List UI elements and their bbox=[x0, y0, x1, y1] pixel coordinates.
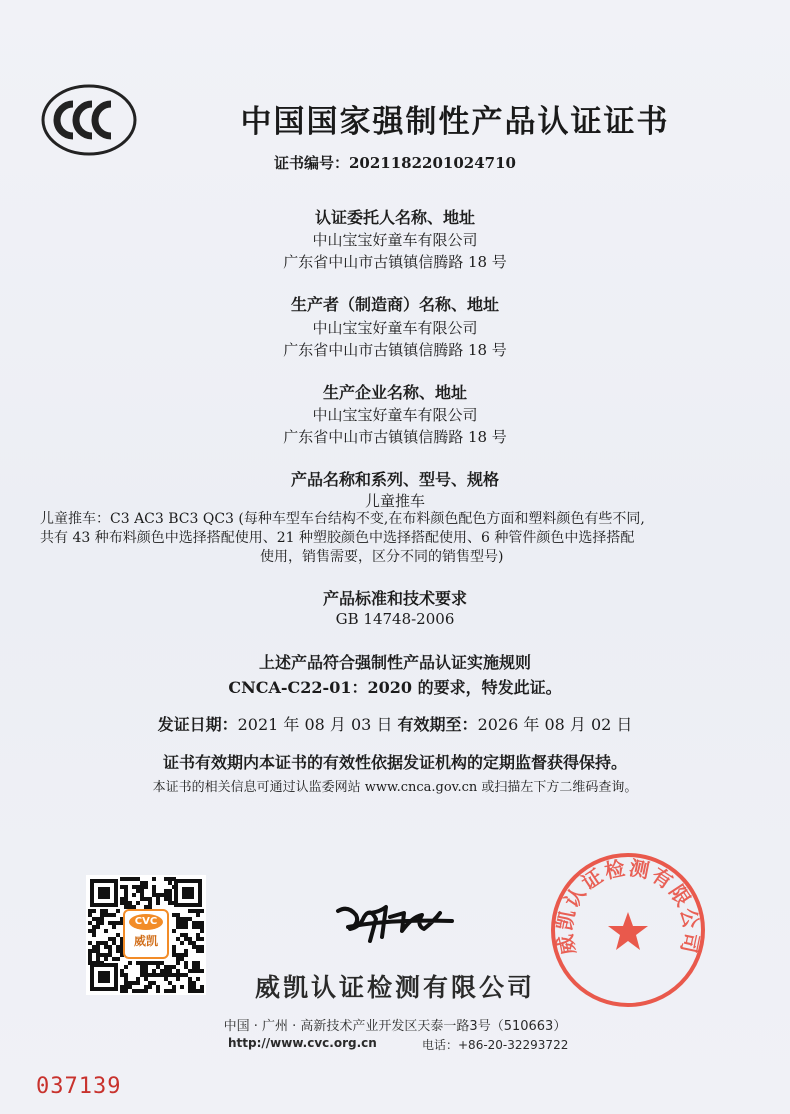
product-description-line: 使用，销售需要，区分不同的销售型号) bbox=[260, 549, 504, 565]
cvc-badge-name: 威凯 bbox=[133, 934, 158, 948]
svg-text:威凯认证检测有限公司: 威凯认证检测有限公司 bbox=[552, 855, 704, 958]
conformity-line-1: 上述产品符合强制性产品认证实施规则 bbox=[258, 653, 531, 672]
conformity-line-2: CNCA-C22-01：2020 的要求，特发此证。 bbox=[228, 678, 562, 697]
cvc-logo: CVC bbox=[129, 914, 163, 930]
certificate-number: 2021182201024710 bbox=[349, 154, 516, 172]
expiry-date-label: 有效期至： bbox=[397, 715, 478, 734]
expiry-date: 2026 年 08 月 02 日 bbox=[477, 715, 633, 734]
standard-heading: 产品标准和技术要求 bbox=[322, 589, 467, 608]
factory-name: 中山宝宝好童车有限公司 bbox=[312, 406, 478, 424]
cvc-badge bbox=[123, 909, 169, 959]
official-seal bbox=[548, 850, 708, 1010]
certificate-number-label: 证书编号： bbox=[273, 154, 349, 172]
product-description-line: 儿童推车：C3 AC3 BC3 QC3 (每种车型车台结构不变,在布料颜色配色方面和塑料颜色有些不同, bbox=[40, 511, 645, 527]
dates-line bbox=[0, 712, 790, 735]
manufacturer-heading: 生产者（制造商）名称、地址 bbox=[290, 295, 499, 314]
manufacturer-name: 中山宝宝好童车有限公司 bbox=[312, 319, 478, 337]
issue-date: 2021 年 08 月 03 日 bbox=[237, 715, 393, 734]
applicant-name: 中山宝宝好童车有限公司 bbox=[312, 231, 478, 249]
product-name: 儿童推车 bbox=[364, 492, 425, 510]
factory-heading: 生产企业名称、地址 bbox=[322, 383, 467, 402]
standard-value: GB 14748-2006 bbox=[335, 610, 455, 628]
issuer-website: http://www.cvc.org.cn bbox=[228, 1036, 377, 1050]
applicant-heading: 认证委托人名称、地址 bbox=[314, 208, 475, 227]
product-description bbox=[40, 510, 760, 567]
issuer-address: 中国 · 广州 · 高新技术产业开发区天泰一路3号（510663） bbox=[223, 1019, 567, 1034]
manufacturer-address: 广东省中山市古镇镇信腾路 18 号 bbox=[283, 341, 507, 359]
signature bbox=[318, 893, 468, 953]
applicant-address: 广东省中山市古镇镇信腾路 18 号 bbox=[283, 253, 507, 271]
issue-date-label: 发证日期： bbox=[157, 715, 238, 734]
product-heading: 产品名称和系列、型号、规格 bbox=[290, 470, 499, 489]
issuer-company: 威凯认证检测有限公司 bbox=[254, 973, 535, 1002]
certificate-title: 中国国家强制性产品认证证书 bbox=[240, 104, 670, 140]
ccc-logo-icon bbox=[40, 82, 138, 158]
info-note: 本证书的相关信息可通过认监委网站 www.cnca.gov.cn 或扫描左下方二维码查询。 bbox=[152, 780, 638, 795]
issuer-phone: 电话：+86-20-32293722 bbox=[422, 1038, 569, 1052]
factory-address: 广东省中山市古镇镇信腾路 18 号 bbox=[283, 428, 507, 446]
certificate-number-line bbox=[0, 152, 790, 173]
product-description-line: 共有 43 种布料颜色中选择搭配使用、21 种塑胶颜色中选择搭配使用、6 种管件颜色中选择搭配 bbox=[40, 530, 635, 546]
serial-number: 037139 bbox=[36, 1074, 122, 1099]
validity-note: 证书有效期内本证书的有效性依据发证机构的定期监督获得保持。 bbox=[162, 753, 627, 772]
